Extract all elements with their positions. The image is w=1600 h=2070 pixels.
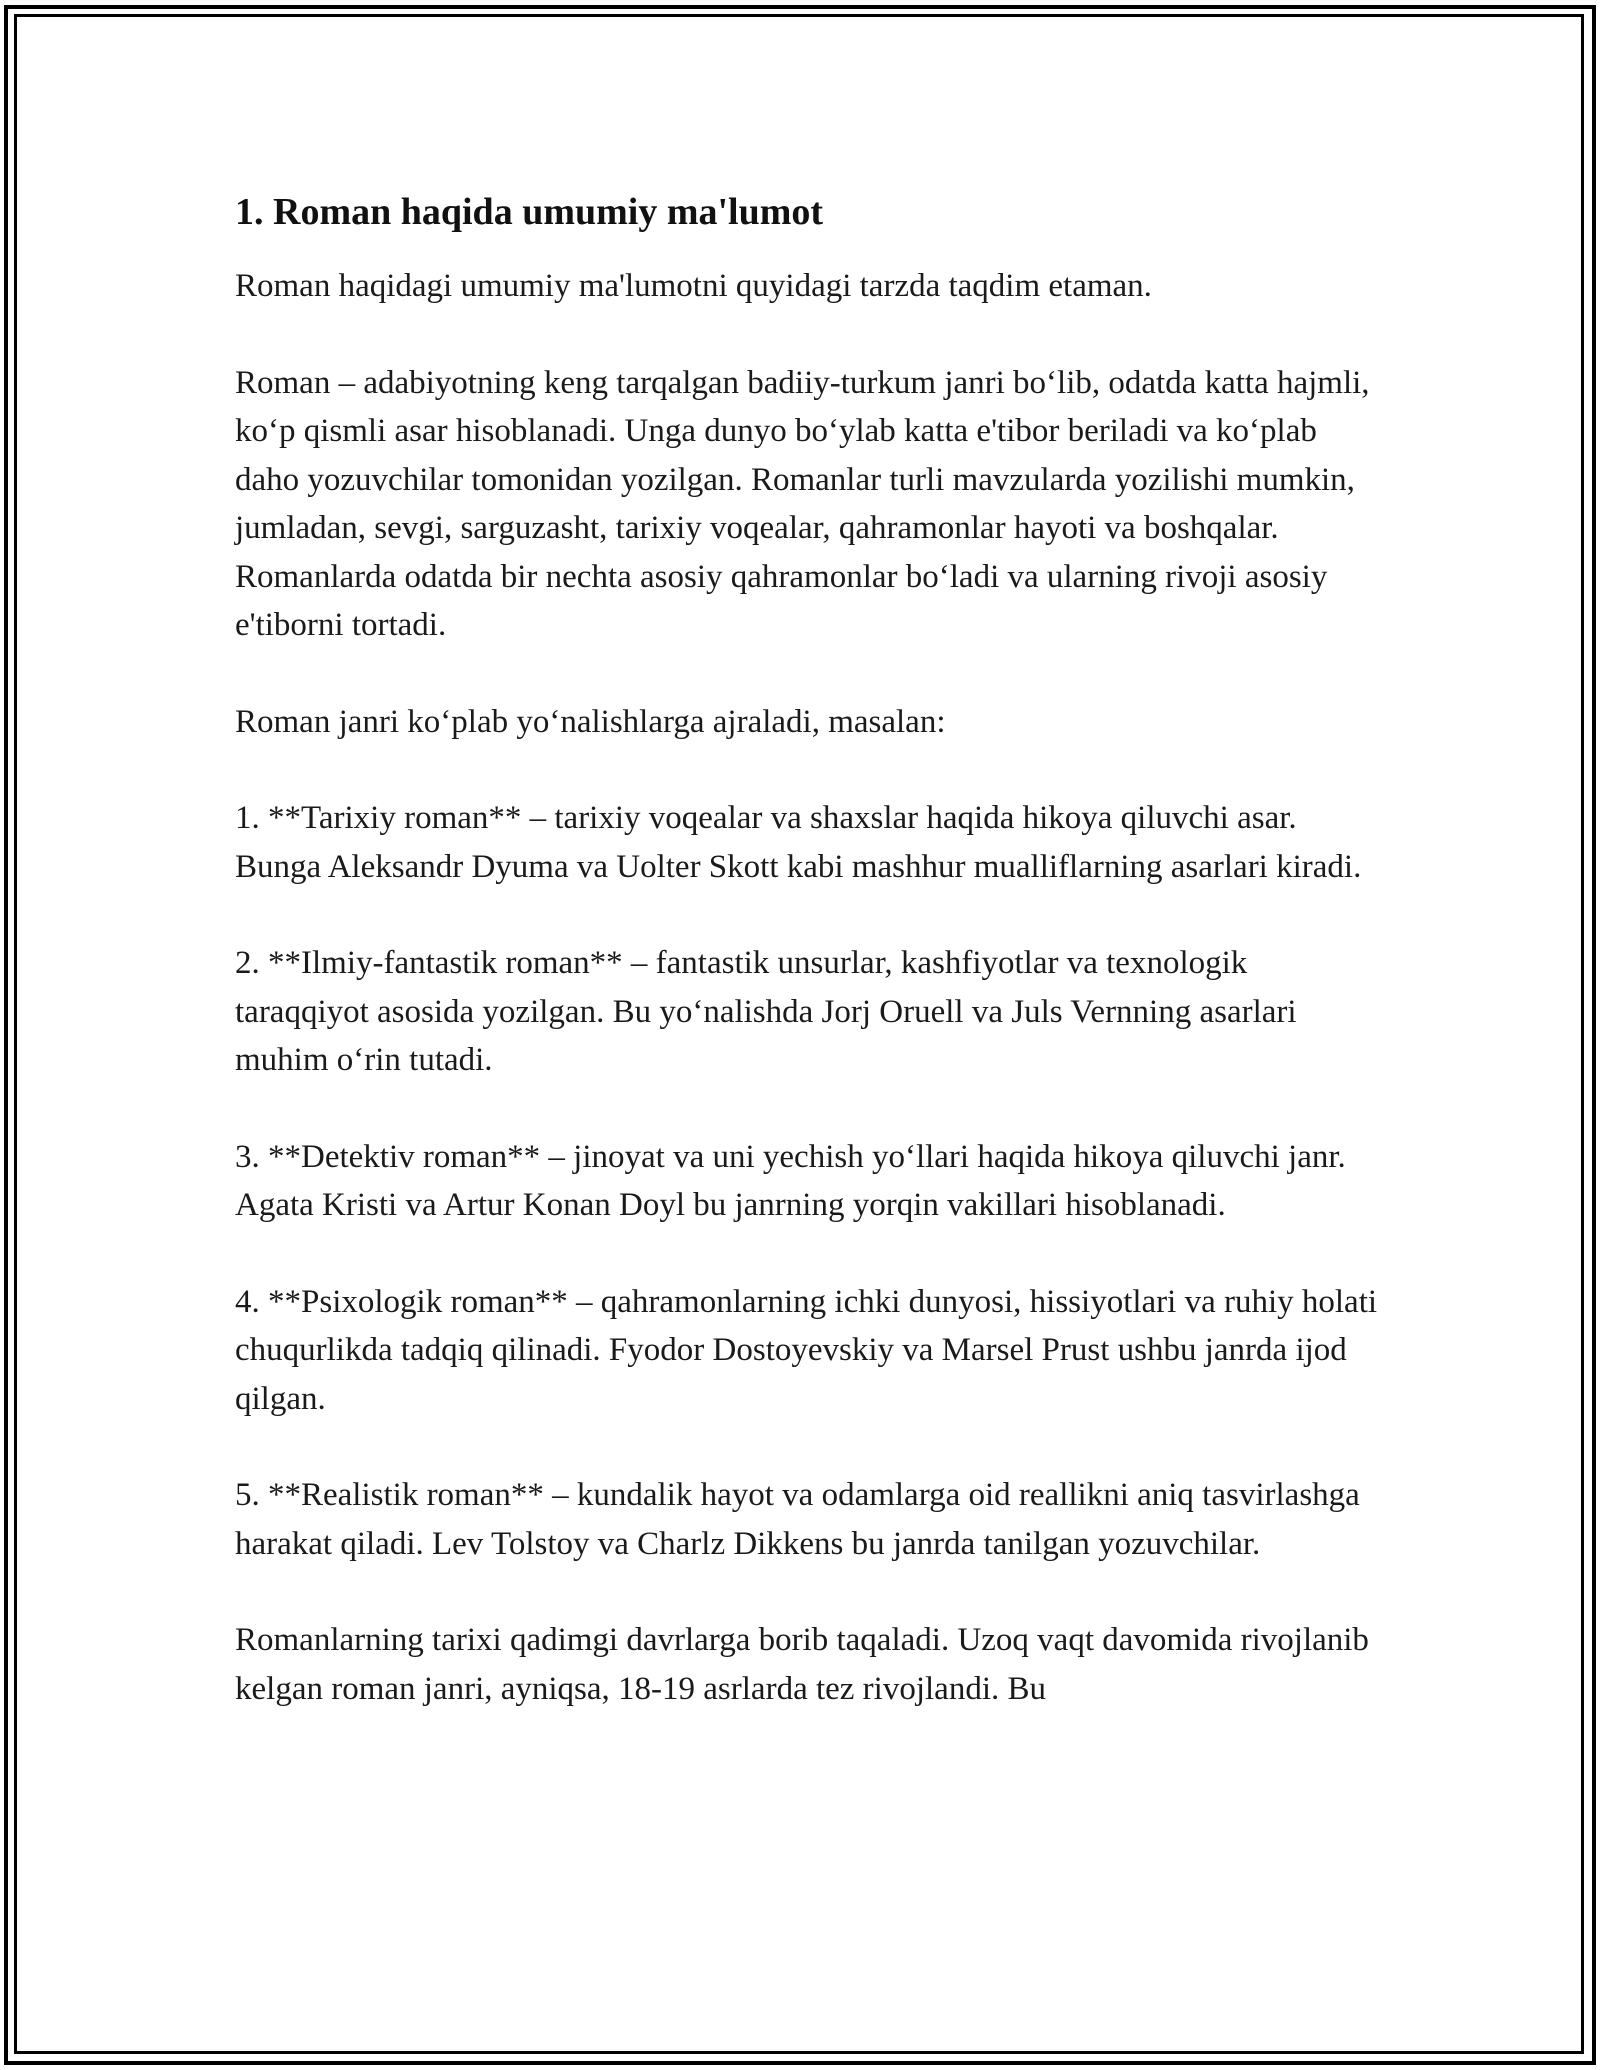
document-body xyxy=(235,188,1385,1713)
list-item-detective: 3. **Detektiv roman** – jinoyat va uni yechish yo‘llari haqida hikoya qiluvchi janr. Agata Kristi va Artur Konan Doyl bu janrning yorqin vakillari hisoblanadi. xyxy=(235,1138,1346,1223)
list-item-realistic: 5. **Realistik roman** – kundalik hayot va odamlarga oid reallikni aniq tasvirlashga harakat qiladi. Lev Tolstoy va Charlz Dikkens bu janrda tanilgan yozuvchilar. xyxy=(235,1477,1360,1562)
paragraph-definition: Roman – adabiyotning keng tarqalgan badiiy-turkum janri bo‘lib, odatda katta hajmli, ko‘p qismli asar hisoblanadi. Unga dunyo bo‘ylab katta e'tibor beriladi va ko‘plab daho yozuvchilar tomonidan yozilgan. Romanlar turli mavzularda yozilishi mumkin, jumladan, sevgi, sarguzasht, tarixiy voqealar, qahramonlar hayoti va boshqalar. Romanlarda odatda bir nechta asosiy qahramonlar bo‘ladi va ularning rivoji asosiy e'tiborni tortadi. xyxy=(235,364,1370,643)
section-heading: 1. Roman haqida umumiy ma'lumot xyxy=(235,191,824,233)
list-item-historical: 1. **Tarixiy roman** – tarixiy voqealar va shaxslar haqida hikoya qiluvchi asar. Bunga Aleksandr Dyuma va Uolter Skott kabi mashhur mualliflarning asarlari kiradi. xyxy=(235,800,1362,885)
paragraph-history: Romanlarning tarixi qadimgi davrlarga borib taqaladi. Uzoq vaqt davomida rivojlanib kelgan roman janri, ayniqsa, 18-19 asrlarda tez rivojlandi. Bu xyxy=(235,1622,1369,1707)
list-item-scifi: 2. **Ilmiy-fantastik roman** – fantastik unsurlar, kashfiyotlar va texnologik taraqqiyot asosida yozilgan. Bu yo‘nalishda Jorj Oruell va Juls Vernning asarlari muhim o‘rin tutadi. xyxy=(235,945,1297,1078)
paragraph-intro: Roman haqidagi umumiy ma'lumotni quyidagi tarzda taqdim etaman. xyxy=(235,268,1152,304)
paragraph-genres-intro: Roman janri ko‘plab yo‘nalishlarga ajraladi, masalan: xyxy=(235,703,946,740)
list-item-psychological: 4. **Psixologik roman** – qahramonlarning ichki dunyosi, hissiyotlari va ruhiy holati chuqurlikda tadqiq qilinadi. Fyodor Dostoyevskiy va Marsel Prust ushbu janrda ijod qilgan. xyxy=(235,1283,1378,1417)
